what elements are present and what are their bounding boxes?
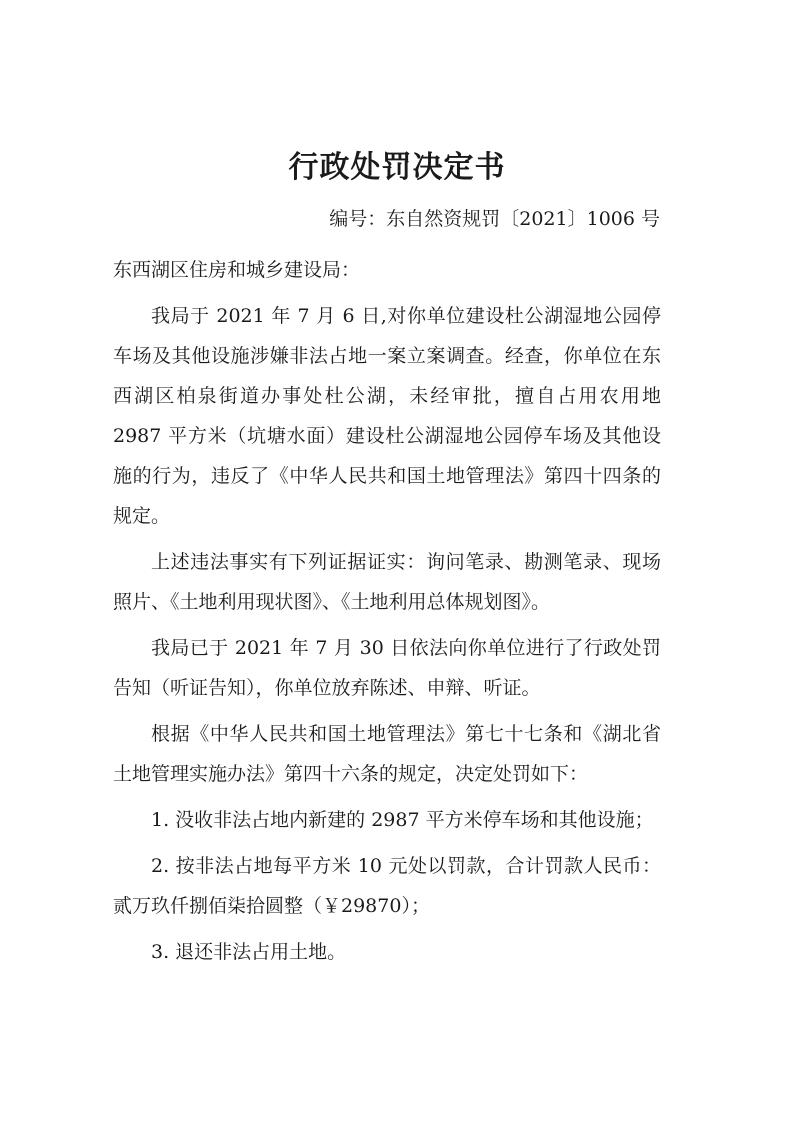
paragraph-legal-basis: 根据《中华人民共和国土地管理法》第七十七条和《湖北省土地管理实施办法》第四十六条的规定，决定处罚如下： <box>113 723 661 785</box>
document-body <box>113 250 661 978</box>
addressee: 东西湖区住房和城乡建设局： <box>113 259 361 281</box>
document-number: 编号：东自然资规罚〔2021〕1006 号 <box>329 208 660 230</box>
paragraph-investigation: 我局于 2021 年 7 月 6 日,对你单位建设杜公湖湿地公园停车场及其他设施涉嫌非法占地一案立案调查。经查，你单位在东西湖区柏泉街道办事处杜公湖，未经审批，擅自占用农用地 2987 平方米（坑塘水面）建设杜公湖湿地公园停车场及其他设施的行为，违反了《中华人民共和国土地管理法》第四十四条的规定。 <box>113 305 661 527</box>
paragraph-notice: 我局已于 2021 年 7 月 30 日依法向你单位进行了行政处罚告知（听证告知），你单位放弃陈述、申辩、听证。 <box>113 637 661 699</box>
document-title: 行政处罚决定书 <box>288 150 506 185</box>
penalty-item-2: 2. 按非法占地每平方米 10 元处以罚款，合计罚款人民币：贰万玖仟捌佰柒拾圆整（￥29870）； <box>113 855 661 917</box>
penalty-item-3: 3. 退还非法占用土地。 <box>151 941 347 963</box>
paragraph-evidence: 上述违法事实有下列证据证实：询问笔录、勘测笔录、现场照片、《土地利用现状图》、《土地利用总体规划图》。 <box>113 551 661 613</box>
penalty-item-1: 1. 没收非法占地内新建的 2987 平方米停车场和其他设施； <box>151 809 654 831</box>
